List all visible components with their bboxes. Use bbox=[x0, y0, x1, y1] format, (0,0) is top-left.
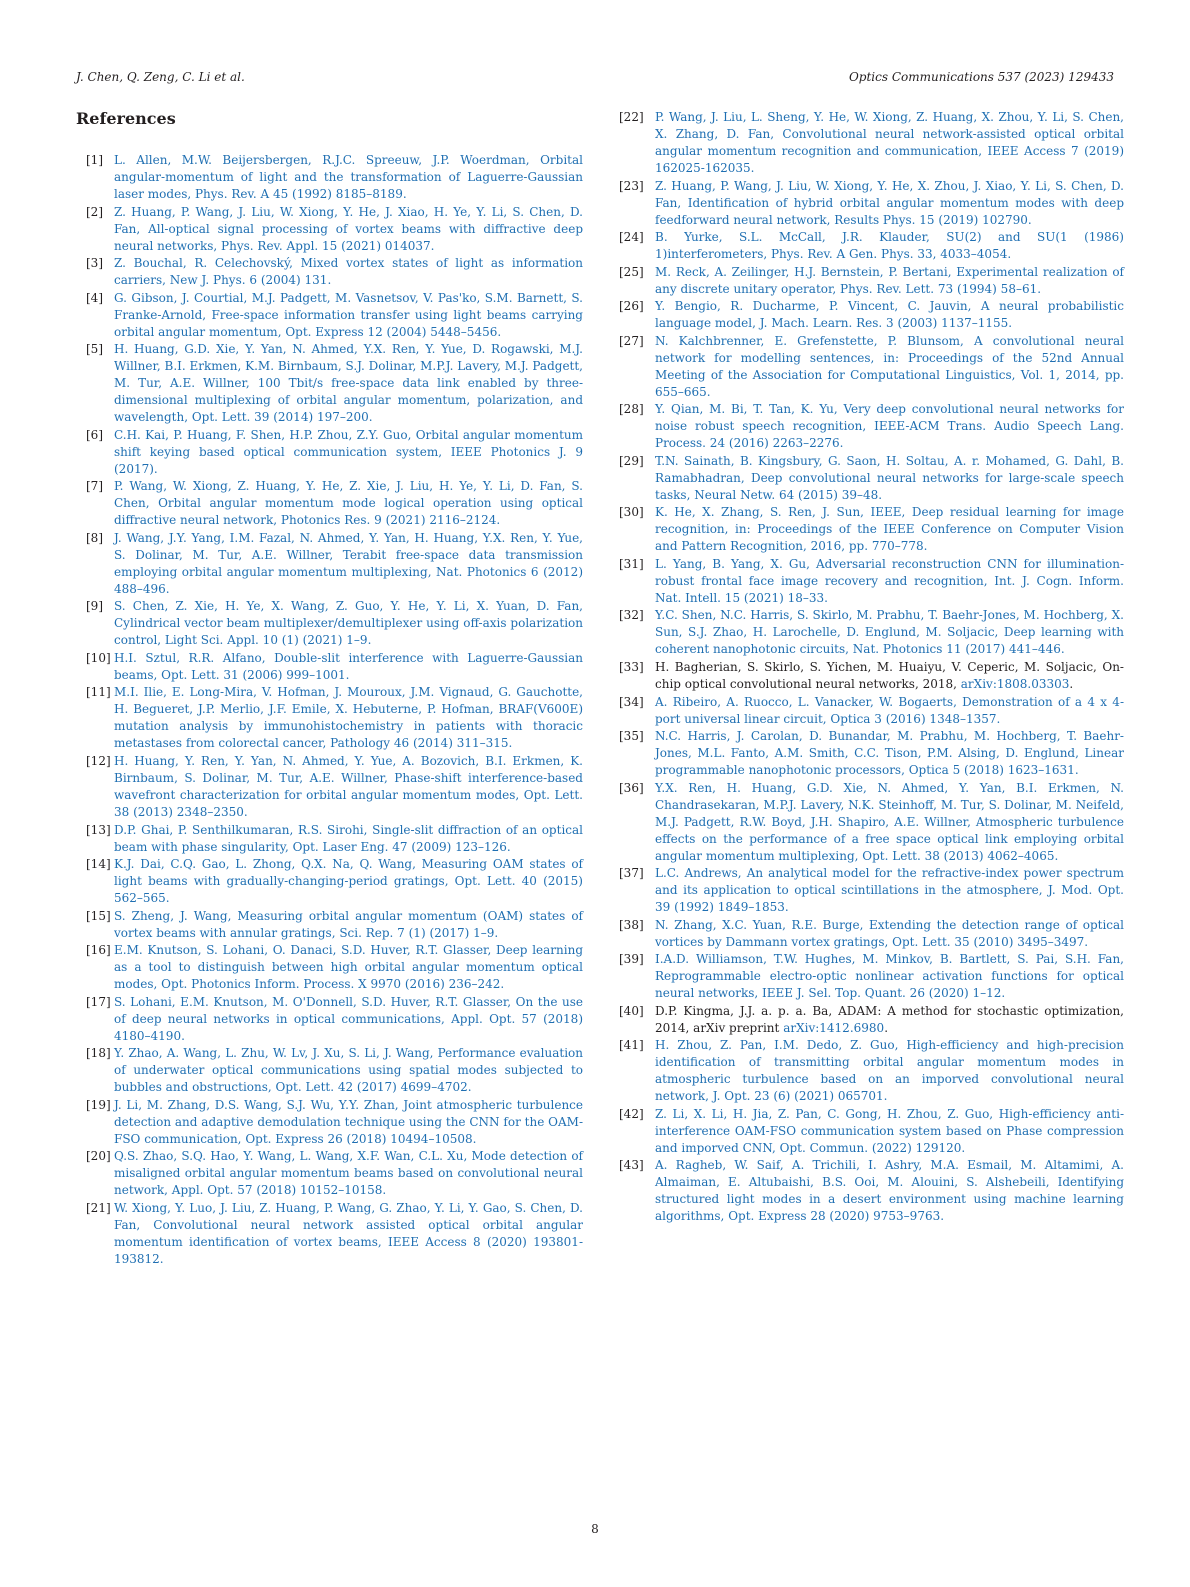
reference-number: [3] bbox=[86, 256, 103, 271]
reference-number: [22] bbox=[619, 110, 644, 124]
reference-item bbox=[76, 942, 583, 993]
reference-item bbox=[76, 908, 583, 942]
reference-link[interactable]: L. Yang, B. Yang, X. Gu, Adversarial reconstruction CNN for illumination-robust frontal face image recovery and recognition, Int. J. Cogn. Inform. Nat. Intell. 15 (2021) 18–33. bbox=[655, 556, 1124, 605]
reference-link[interactable]: L.C. Andrews, An analytical model for the refractive-index power spectrum and its application to optical scintillations in the atmosphere, J. Mod. Opt. 39 (1992) 1849–1853. bbox=[655, 866, 1124, 915]
reference-item bbox=[617, 1157, 1124, 1225]
reference-link[interactable]: M. Reck, A. Zeilinger, H.J. Bernstein, P. Bertani, Experimental realization of any discrete unitary operator, Phys. Rev. Lett. 73 (1994) 58–61. bbox=[655, 264, 1124, 296]
reference-item bbox=[76, 650, 583, 684]
reference-link[interactable]: N.C. Harris, J. Carolan, D. Bunandar, M. Prabhu, M. Hochberg, T. Baehr-Jones, M.L. Fanto, A.M. Smith, C.C. Tison, P.M. Alsing, D. Englund, Linear programmable nanophotonic processors, Optica 5 (2018) 1623–1631. bbox=[655, 729, 1124, 778]
reference-number: [2] bbox=[86, 204, 103, 219]
reference-number: [14] bbox=[86, 857, 111, 872]
header-journal: Optics Communications 537 (2023) 129433 bbox=[848, 70, 1114, 84]
reference-link[interactable]: L. Allen, M.W. Beijersbergen, R.J.C. Spreeuw, J.P. Woerdman, Orbital angular-momentum of light and the transformation of Laguerre-Gaussian laser modes, Phys. Rev. A 45 (1992) 8185–8189. bbox=[114, 153, 583, 201]
reference-item bbox=[76, 1148, 583, 1199]
reference-number: [20] bbox=[86, 1149, 111, 1164]
reference-link[interactable]: D.P. Ghai, P. Senthilkumaran, R.S. Sirohi, Single-slit diffraction of an optical beam with phase singularity, Opt. Laser Eng. 47 (2009) 123–126. bbox=[114, 822, 583, 854]
reference-item bbox=[617, 780, 1124, 865]
reference-item bbox=[617, 333, 1124, 401]
reference-link[interactable]: Z. Huang, P. Wang, J. Liu, W. Xiong, Y. He, J. Xiao, H. Ye, Y. Li, S. Chen, D. Fan, All-optical signal processing of vortex beams with diffractive deep neural networks, Phys. Rev. Appl. 15 (2021) 014037. bbox=[114, 204, 583, 253]
reference-link[interactable]: Y.C. Shen, N.C. Harris, S. Skirlo, M. Prabhu, T. Baehr-Jones, M. Hochberg, X. Sun, S.J. Zhao, H. Larochelle, D. Englund, M. Soljacic, Deep learning with coherent nanophotonic circuits, Nat. Photonics 11 (2017) 441–446. bbox=[655, 608, 1124, 657]
reference-link[interactable]: G. Gibson, J. Courtial, M.J. Padgett, M. Vasnetsov, V. Pas'ko, S.M. Barnett, S. Franke-Arnold, Free-space information transfer using light beams carrying orbital angular momentum, Opt. Express 12 (2004) 5448–5456. bbox=[114, 290, 583, 339]
reference-number: [12] bbox=[86, 754, 111, 769]
reference-number: [16] bbox=[86, 943, 111, 958]
reference-item bbox=[76, 255, 583, 289]
reference-item bbox=[76, 598, 583, 649]
reference-number: [8] bbox=[86, 530, 103, 545]
page-number: 8 bbox=[591, 1522, 599, 1536]
reference-link[interactable]: K. He, X. Zhang, S. Ren, J. Sun, IEEE, Deep residual learning for image recognition, in: Proceedings of the IEEE Conference on Computer Vision and Pattern Recognition, 2016, pp. 770–778. bbox=[655, 505, 1124, 554]
reference-number: [26] bbox=[619, 299, 644, 314]
reference-item bbox=[76, 1200, 583, 1268]
reference-link[interactable]: T.N. Sainath, B. Kingsbury, G. Saon, H. Soltau, A. r. Mohamed, G. Dahl, B. Ramabhadran, Deep convolutional neural networks for large-scale speech tasks, Neural Netw. 64 (2015) 39–48. bbox=[655, 453, 1124, 502]
reference-item bbox=[76, 478, 583, 529]
reference-number: [18] bbox=[86, 1046, 111, 1061]
reference-link[interactable]: S. Zheng, J. Wang, Measuring orbital angular momentum (OAM) states of vortex beams with annular gratings, Sci. Rep. 7 (1) (2017) 1–9. bbox=[114, 908, 583, 940]
reference-item bbox=[76, 341, 583, 426]
reference-number: [6] bbox=[86, 427, 103, 442]
reference-item bbox=[617, 951, 1124, 1002]
reference-text-end: . bbox=[1069, 677, 1074, 692]
reference-link[interactable]: S. Chen, Z. Xie, H. Ye, X. Wang, Z. Guo, Y. He, Y. Li, X. Yuan, D. Fan, Cylindrical vector beam multiplexer/demultiplexer using off-axis polarization control, Light Sci. Appl. 10 (1) (2021) 1–9. bbox=[114, 599, 583, 648]
reference-item bbox=[617, 728, 1124, 779]
reference-item bbox=[76, 530, 583, 598]
reference-item bbox=[76, 822, 583, 856]
reference-number: [28] bbox=[619, 402, 644, 417]
reference-link[interactable]: S. Lohani, E.M. Knutson, M. O'Donnell, S.D. Huver, R.T. Glasser, On the use of deep neural networks in optical communications, Appl. Opt. 57 (2018) 4180–4190. bbox=[114, 994, 583, 1043]
reference-item bbox=[617, 178, 1124, 229]
reference-item bbox=[617, 453, 1124, 504]
reference-item bbox=[617, 556, 1124, 607]
reference-item bbox=[617, 109, 1124, 177]
reference-link[interactable]: A. Ragheb, W. Saif, A. Trichili, I. Ashry, M.A. Esmail, M. Altamimi, A. Almaiman, E. Altubaishi, B.S. Ooi, M. Alouini, S. Alshebeili, Identifying structured light modes in a desert environment using machine learning algorithms, Opt. Express 28 (2020) 9753–9763. bbox=[655, 1158, 1124, 1224]
reference-number: [7] bbox=[86, 479, 103, 494]
reference-number: [30] bbox=[619, 505, 644, 520]
reference-number: [21] bbox=[86, 1200, 111, 1215]
reference-link[interactable]: Y. Qian, M. Bi, T. Tan, K. Yu, Very deep convolutional neural networks for noise robust speech recognition, IEEE-ACM Trans. Audio Speech Lang. Process. 24 (2016) 2263–2276. bbox=[655, 402, 1124, 451]
reference-number: [5] bbox=[86, 342, 103, 357]
reference-item bbox=[76, 290, 583, 341]
running-header bbox=[76, 70, 1114, 90]
reference-number: [13] bbox=[86, 822, 111, 837]
reference-link[interactable]: J. Wang, J.Y. Yang, I.M. Fazal, N. Ahmed, Y. Yan, H. Huang, Y.X. Ren, Y. Yue, S. Dolinar, M. Tur, A.E. Willner, Terabit free-space data transmission employing orbital angular momentum multiplexing, Nat. Photonics 6 (2012) 488–496. bbox=[114, 530, 583, 596]
arxiv-link[interactable]: arXiv:1808.03303 bbox=[960, 677, 1070, 692]
reference-number: [4] bbox=[86, 290, 103, 305]
reference-link[interactable]: W. Xiong, Y. Luo, J. Liu, Z. Huang, P. Wang, G. Zhao, Y. Li, Y. Gao, S. Chen, D. Fan, Convolutional neural network assisted optical orbital angular momentum identification of vortex beams, IEEE Access 8 (2020) 193801-193812. bbox=[114, 1200, 583, 1266]
reference-item bbox=[76, 856, 583, 907]
reference-link[interactable]: Z. Li, X. Li, H. Jia, Z. Pan, C. Gong, H. Zhou, Z. Guo, High-efficiency anti-interference OAM-FSO communication system based on Phase compression and imporved CNN, Opt. Commun. (2022) 129120. bbox=[655, 1106, 1124, 1155]
reference-item bbox=[617, 1037, 1124, 1105]
reference-number: [33] bbox=[619, 660, 644, 675]
reference-text: D.P. Kingma, J.J. a. p. a. Ba, ADAM: A method for stochastic optimization, 2014, arXiv preprint bbox=[655, 1003, 1124, 1035]
arxiv-link[interactable]: arXiv:1412.6980 bbox=[783, 1020, 885, 1035]
header-authors: J. Chen, Q. Zeng, C. Li et al. bbox=[76, 70, 245, 84]
reference-item bbox=[617, 264, 1124, 298]
reference-number: [40] bbox=[619, 1003, 644, 1018]
reference-link[interactable]: Z. Huang, P. Wang, J. Liu, W. Xiong, Y. He, X. Zhou, J. Xiao, Y. Li, S. Chen, D. Fan, Identification of hybrid orbital angular momentum modes with deep feedforward neural network, Results Phys. 15 (2019) 102790. bbox=[655, 178, 1124, 227]
reference-number: [1] bbox=[86, 153, 103, 167]
reference-number: [23] bbox=[619, 178, 644, 193]
reference-text: H. Bagherian, S. Skirlo, S. Yichen, M. Huaiyu, V. Ceperic, M. Soljacic, On-chip optical convolutional neural networks, 2018, bbox=[655, 660, 1124, 692]
reference-link[interactable]: Y. Zhao, A. Wang, L. Zhu, W. Lv, J. Xu, S. Li, J. Wang, Performance evaluation of underwater optical communications using spatial modes subjected to bubbles and obstructions, Opt. Lett. 42 (2017) 4699–4702. bbox=[114, 1046, 583, 1095]
reference-link[interactable]: N. Kalchbrenner, E. Grefenstette, P. Blunsom, A convolutional neural network for modelling sentences, in: Proceedings of the 52nd Annual Meeting of the Association for Computational Linguistics, Vol. 1, 2014, pp. 655–665. bbox=[655, 333, 1124, 399]
reference-item bbox=[617, 659, 1124, 693]
reference-item bbox=[76, 204, 583, 255]
references-column-right bbox=[617, 109, 1124, 1226]
reference-item bbox=[76, 753, 583, 821]
reference-number: [31] bbox=[619, 556, 644, 571]
reference-link[interactable]: N. Zhang, X.C. Yuan, R.E. Burge, Extending the detection range of optical vortices by Dammann vortex gratings, Opt. Lett. 35 (2010) 3495–3497. bbox=[655, 917, 1124, 949]
reference-item bbox=[617, 229, 1124, 263]
reference-number: [27] bbox=[619, 333, 644, 348]
reference-link[interactable]: M.I. Ilie, E. Long-Mira, V. Hofman, J. Mouroux, J.M. Vignaud, G. Gauchotte, H. Begueret, J.P. Merlio, J.F. Emile, X. Hebuterne, P. Hofman, BRAF(V600E) mutation analysis by immunohistochemistry in patients with thoracic metastases from colorectal cancer, Pathology 46 (2014) 311–315. bbox=[114, 685, 583, 751]
reference-item bbox=[76, 684, 583, 752]
reference-item bbox=[76, 152, 583, 203]
references-column-left bbox=[76, 108, 583, 1268]
reference-number: [41] bbox=[619, 1038, 644, 1053]
reference-link[interactable]: Q.S. Zhao, S.Q. Hao, Y. Wang, L. Wang, X.F. Wan, C.L. Xu, Mode detection of misaligned orbital angular momentum beams based on convolutional neural network, Appl. Opt. 57 (2018) 10152–10158. bbox=[114, 1149, 583, 1198]
reference-link[interactable]: Y.X. Ren, H. Huang, G.D. Xie, N. Ahmed, Y. Yan, B.I. Erkmen, N. Chandrasekaran, M.P.J. Lavery, N.K. Steinhoff, M. Tur, S. Dolinar, M. Neifeld, M.J. Padgett, R.W. Boyd, J.H. Shapiro, A.E. Willner, Atmospheric turbulence effects on the performance of a free space optical link employing orbital angular momentum multiplexing, Opt. Lett. 38 (2013) 4062–4065. bbox=[655, 780, 1124, 863]
reference-link[interactable]: J. Li, M. Zhang, D.S. Wang, S.J. Wu, Y.Y. Zhan, Joint atmospheric turbulence detection and adaptive demodulation technique using the CNN for the OAM-FSO communication, Opt. Express 26 (2018) 10494–10508. bbox=[114, 1097, 583, 1146]
reference-item bbox=[76, 994, 583, 1045]
reference-number: [37] bbox=[619, 866, 644, 881]
reference-number: [38] bbox=[619, 917, 644, 932]
reference-item bbox=[617, 1003, 1124, 1037]
reference-link[interactable]: E.M. Knutson, S. Lohani, O. Danaci, S.D. Huver, R.T. Glasser, Deep learning as a tool to distinguish between high orbital angular momentum optical modes, Opt. Photonics Inform. Process. X 9970 (2016) 236–242. bbox=[114, 943, 583, 992]
reference-item bbox=[617, 504, 1124, 555]
reference-link[interactable]: A. Ribeiro, A. Ruocco, L. Vanacker, W. Bogaerts, Demonstration of a 4 x 4-port universal linear circuit, Optica 3 (2016) 1348–1357. bbox=[655, 694, 1124, 726]
reference-item bbox=[76, 427, 583, 478]
reference-list-right bbox=[617, 109, 1124, 1225]
reference-item bbox=[617, 298, 1124, 332]
reference-text-end: . bbox=[884, 1020, 889, 1035]
reference-link[interactable]: B. Yurke, S.L. McCall, J.R. Klauder, SU(2) and SU(1 (1986) 1)interferometers, Phys. Rev. A Gen. Phys. 33, 4033–4054. bbox=[655, 230, 1124, 262]
reference-number: [15] bbox=[86, 908, 111, 923]
reference-number: [10] bbox=[86, 650, 111, 665]
reference-number: [9] bbox=[86, 599, 103, 614]
reference-number: [29] bbox=[619, 453, 644, 468]
reference-item bbox=[76, 1045, 583, 1096]
reference-number: [25] bbox=[619, 264, 644, 279]
reference-item bbox=[617, 917, 1124, 951]
reference-number: [24] bbox=[619, 230, 644, 245]
reference-number: [35] bbox=[619, 729, 644, 744]
reference-link[interactable]: I.A.D. Williamson, T.W. Hughes, M. Minkov, B. Bartlett, S. Pai, S.H. Fan, Reprogrammable electro-optic nonlinear activation functions for optical neural networks, IEEE J. Sel. Top. Quant. 26 (2020) 1–12. bbox=[655, 952, 1124, 1001]
reference-number: [43] bbox=[619, 1158, 644, 1173]
reference-link[interactable]: K.J. Dai, C.Q. Gao, L. Zhong, Q.X. Na, Q. Wang, Measuring OAM states of light beams with gradually-changing-period gratings, Opt. Lett. 40 (2015) 562–565. bbox=[114, 857, 583, 906]
reference-item bbox=[617, 607, 1124, 658]
reference-link[interactable]: H. Huang, Y. Ren, Y. Yan, N. Ahmed, Y. Yue, A. Bozovich, B.I. Erkmen, K. Birnbaum, S. Dolinar, M. Tur, A.E. Willner, Phase-shift interference-based wavefront characterization for orbital angular momentum modes, Opt. Lett. 38 (2013) 2348–2350. bbox=[114, 754, 583, 820]
reference-item bbox=[617, 401, 1124, 452]
reference-link[interactable]: Y. Bengio, R. Ducharme, P. Vincent, C. Jauvin, A neural probabilistic language model, J. Mach. Learn. Res. 3 (2003) 1137–1155. bbox=[655, 299, 1124, 331]
reference-number: [11] bbox=[86, 685, 111, 700]
reference-link[interactable]: P. Wang, W. Xiong, Z. Huang, Y. He, Z. Xie, J. Liu, H. Ye, Y. Li, D. Fan, S. Chen, Orbital angular momentum mode logical operation using optical diffractive neural network, Photonics Res. 9 (2021) 2116–2124. bbox=[114, 479, 583, 528]
reference-link[interactable]: H.I. Sztul, R.R. Alfano, Double-slit interference with Laguerre-Gaussian beams, Opt. Lett. 31 (2006) 999–1001. bbox=[114, 650, 583, 682]
reference-link[interactable]: P. Wang, J. Liu, L. Sheng, Y. He, W. Xiong, Z. Huang, X. Zhou, Y. Li, S. Chen, X. Zhang, D. Fan, Convolutional neural network-assisted optical orbital angular momentum recognition and communication, IEEE Access 7 (2019) 162025-162035. bbox=[655, 110, 1124, 175]
reference-link[interactable]: C.H. Kai, P. Huang, F. Shen, H.P. Zhou, Z.Y. Guo, Orbital angular momentum shift keying based optical communication system, IEEE Photonics J. 9 (2017). bbox=[114, 427, 583, 476]
reference-number: [36] bbox=[619, 780, 644, 795]
reference-link[interactable]: Z. Bouchal, R. Celechovský, Mixed vortex states of light as information carriers, New J. Phys. 6 (2004) 131. bbox=[114, 256, 583, 288]
reference-link[interactable]: H. Huang, G.D. Xie, Y. Yan, N. Ahmed, Y.X. Ren, Y. Yue, D. Rogawski, M.J. Willner, B.I. Erkmen, K.M. Birnbaum, S.J. Dolinar, M.P.J. Lavery, M.J. Padgett, M. Tur, A.E. Willner, 100 Tbit/s free-space data link enabled by three-dimensional multiplexing of orbital angular momentum, polarization, and wavelength, Opt. Lett. 39 (2014) 197–200. bbox=[114, 342, 583, 425]
reference-link[interactable]: H. Zhou, Z. Pan, I.M. Dedo, Z. Guo, High-efficiency and high-precision identification of transmitting orbital angular momentum modes in atmospheric turbulence based on an imporved convolutional neural network, J. Opt. 23 (6) (2021) 065701. bbox=[655, 1038, 1124, 1104]
reference-number: [19] bbox=[86, 1097, 111, 1112]
section-title: References bbox=[76, 109, 176, 128]
reference-number: [32] bbox=[619, 608, 644, 623]
reference-item bbox=[76, 1097, 583, 1148]
reference-item bbox=[617, 694, 1124, 728]
reference-item bbox=[617, 1106, 1124, 1157]
reference-number: [42] bbox=[619, 1106, 644, 1121]
reference-list-left bbox=[76, 152, 583, 1268]
reference-number: [39] bbox=[619, 952, 644, 967]
reference-number: [34] bbox=[619, 694, 644, 709]
reference-item bbox=[617, 865, 1124, 916]
reference-number: [17] bbox=[86, 994, 111, 1009]
